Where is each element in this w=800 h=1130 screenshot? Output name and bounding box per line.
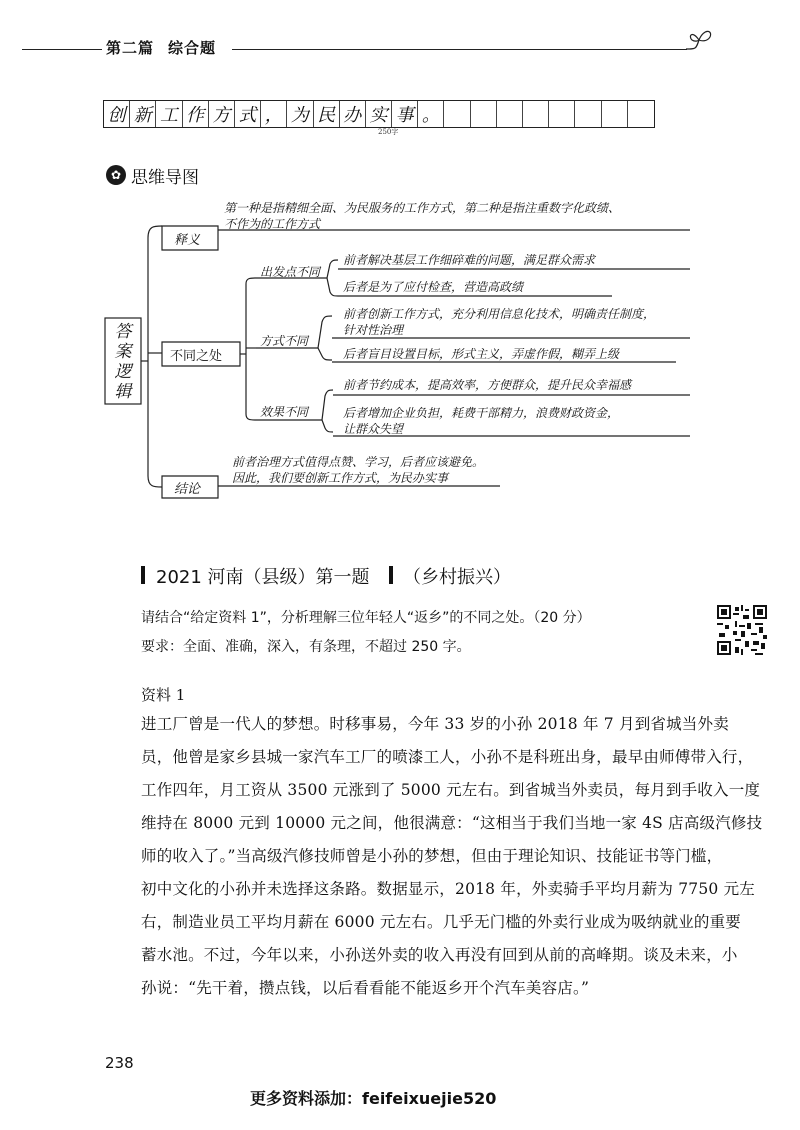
material-line-7: 右，制造业员工平均月薪在 6000 元左右。几乎无门槛的外卖行业成为吸纳就业的重要: [141, 913, 742, 931]
grid-cell: 作: [183, 101, 209, 127]
material-line-6: 初中文化的小孙并未选择这条路。数据显示，2018 年，外卖骑手平均月薪为 7750 元左: [141, 880, 755, 898]
branch-bottom-curve: [148, 476, 162, 487]
mindmap-title: 思维导图: [131, 168, 199, 188]
header-part: 第二篇: [106, 39, 155, 57]
material-line-1: 进工厂曾是一代人的梦想。时移事易，今年 33 岁的小孙 2018 年 7 月到省城当外卖: [141, 715, 729, 733]
material-line-2: 员，他曾是家乡县城一家汽车工厂的喷漆工人，小孙不是科班出身，最早由师傅带入行，: [141, 748, 754, 766]
jielun-label: 结论: [174, 482, 201, 497]
branch-top-curve: [148, 226, 162, 238]
grid-cell: 。: [418, 101, 444, 127]
shiyi-text-2: 不作为的工作方式: [224, 217, 321, 231]
shiyi-label: 释义: [174, 233, 201, 248]
material-line-8: 蓄水池。不过，今年以来，小孙送外卖的收入再没有回到从前的高峰期。谈及未来，小: [141, 946, 738, 964]
grid-cell: 方: [209, 101, 235, 127]
question-prompt: 请结合“给定资料 1”，分析理解三位年轻人“返乡”的不同之处。（20 分）: [141, 610, 591, 626]
chufa-label: 出发点不同: [260, 265, 321, 279]
chufa-a-text: 前者解决基层工作细碎难的问题，满足群众需求: [343, 253, 596, 267]
qr-code-icon: [717, 605, 767, 655]
watermark-text: 更多资料添加：feifeixuejie520: [250, 1089, 497, 1108]
xiaoguo-label: 效果不同: [260, 405, 309, 419]
xiaoguo-b-text-1: 后者增加企业负担，耗费干部精力，浪费财政资金，: [343, 406, 620, 420]
xiaoguo-b-text-2: 让群众失望: [343, 422, 404, 436]
title-bar-left: [141, 566, 145, 584]
question-title: 2021 河南（县级）第一题: [156, 567, 370, 588]
material-line-3: 工作四年，月工资从 3500 元涨到了 5000 元左右。到省城当外卖员，每月到手收入一度: [141, 781, 761, 799]
grid-cell: 事: [392, 101, 418, 127]
material-line-9: 孙说：“先干着，攒点钱，以后看看能不能返乡开个汽车美容店。”: [141, 979, 590, 997]
fangshi-up: [318, 316, 332, 348]
fangshi-b-text: 后者盲目设置目标，形式主义，弄虚作假，糊弄上级: [343, 347, 620, 361]
fangshi-a-text-1: 前者创新工作方式，充分利用信息化技术，明确责任制度，: [343, 307, 656, 321]
grid-cell: ，: [261, 101, 287, 127]
jielun-text-1: 前者治理方式值得点赞、学习，后者应该避免。: [232, 455, 485, 469]
xiaoguo-down: [322, 420, 333, 432]
root-label: 答 案 逻 辑: [114, 322, 132, 402]
chufa-down: [327, 278, 338, 296]
header-section: 综合题: [168, 39, 217, 57]
chufa-curve: [246, 278, 256, 284]
butong-label: 不同之处: [170, 349, 223, 364]
grid-cell: 新: [130, 101, 156, 127]
fangshi-a-text-2: 针对性治理: [343, 323, 404, 337]
grid-cell: 办: [340, 101, 366, 127]
fangshi-label: 方式不同: [260, 334, 309, 348]
question-topic: （乡村振兴）: [403, 567, 511, 588]
material-line-4: 维持在 8000 元到 10000 元之间，他很满意：“这相当于我们当地一家 4S 店高级汽修技: [141, 814, 763, 832]
shiyi-text-1: 第一种是指精细全面、为民服务的工作方式，第二种是指注重数字化政绩、: [224, 201, 621, 215]
question-requirement: 要求：全面、准确，深入，有条理，不超过 250 字。: [141, 639, 471, 655]
grid-cell: 式: [235, 101, 261, 127]
title-bar-right: [389, 566, 393, 584]
fangshi-down: [318, 348, 332, 360]
chufa-up: [327, 260, 338, 278]
grid-cell: 实: [366, 101, 392, 127]
material-label: 资料 1: [141, 686, 186, 704]
chufa-b-text: 后者是为了应付检查，营造高政绩: [343, 280, 524, 294]
xiaoguo-up: [322, 390, 333, 420]
word-count-label: 250字: [378, 128, 399, 136]
xiaoguo-curve: [246, 414, 256, 420]
xiaoguo-a-text: 前者节约成本，提高效率，方便群众，提升民众幸福感: [343, 378, 632, 392]
material-line-5: 师的收入了。”当高级汽修技师曾是小孙的梦想，但由于理论知识、技能证书等门槛，: [141, 847, 723, 865]
page-number: 238: [105, 1054, 134, 1072]
grid-cell: 创: [104, 101, 130, 127]
jielun-text-2: 因此，我们要创新工作方式，为民办实事: [232, 471, 449, 485]
grid-cell: 为: [287, 101, 313, 127]
grid-cell: 工: [156, 101, 182, 127]
grid-cell: 民: [314, 101, 340, 127]
flower-icon: ✿: [106, 165, 126, 185]
